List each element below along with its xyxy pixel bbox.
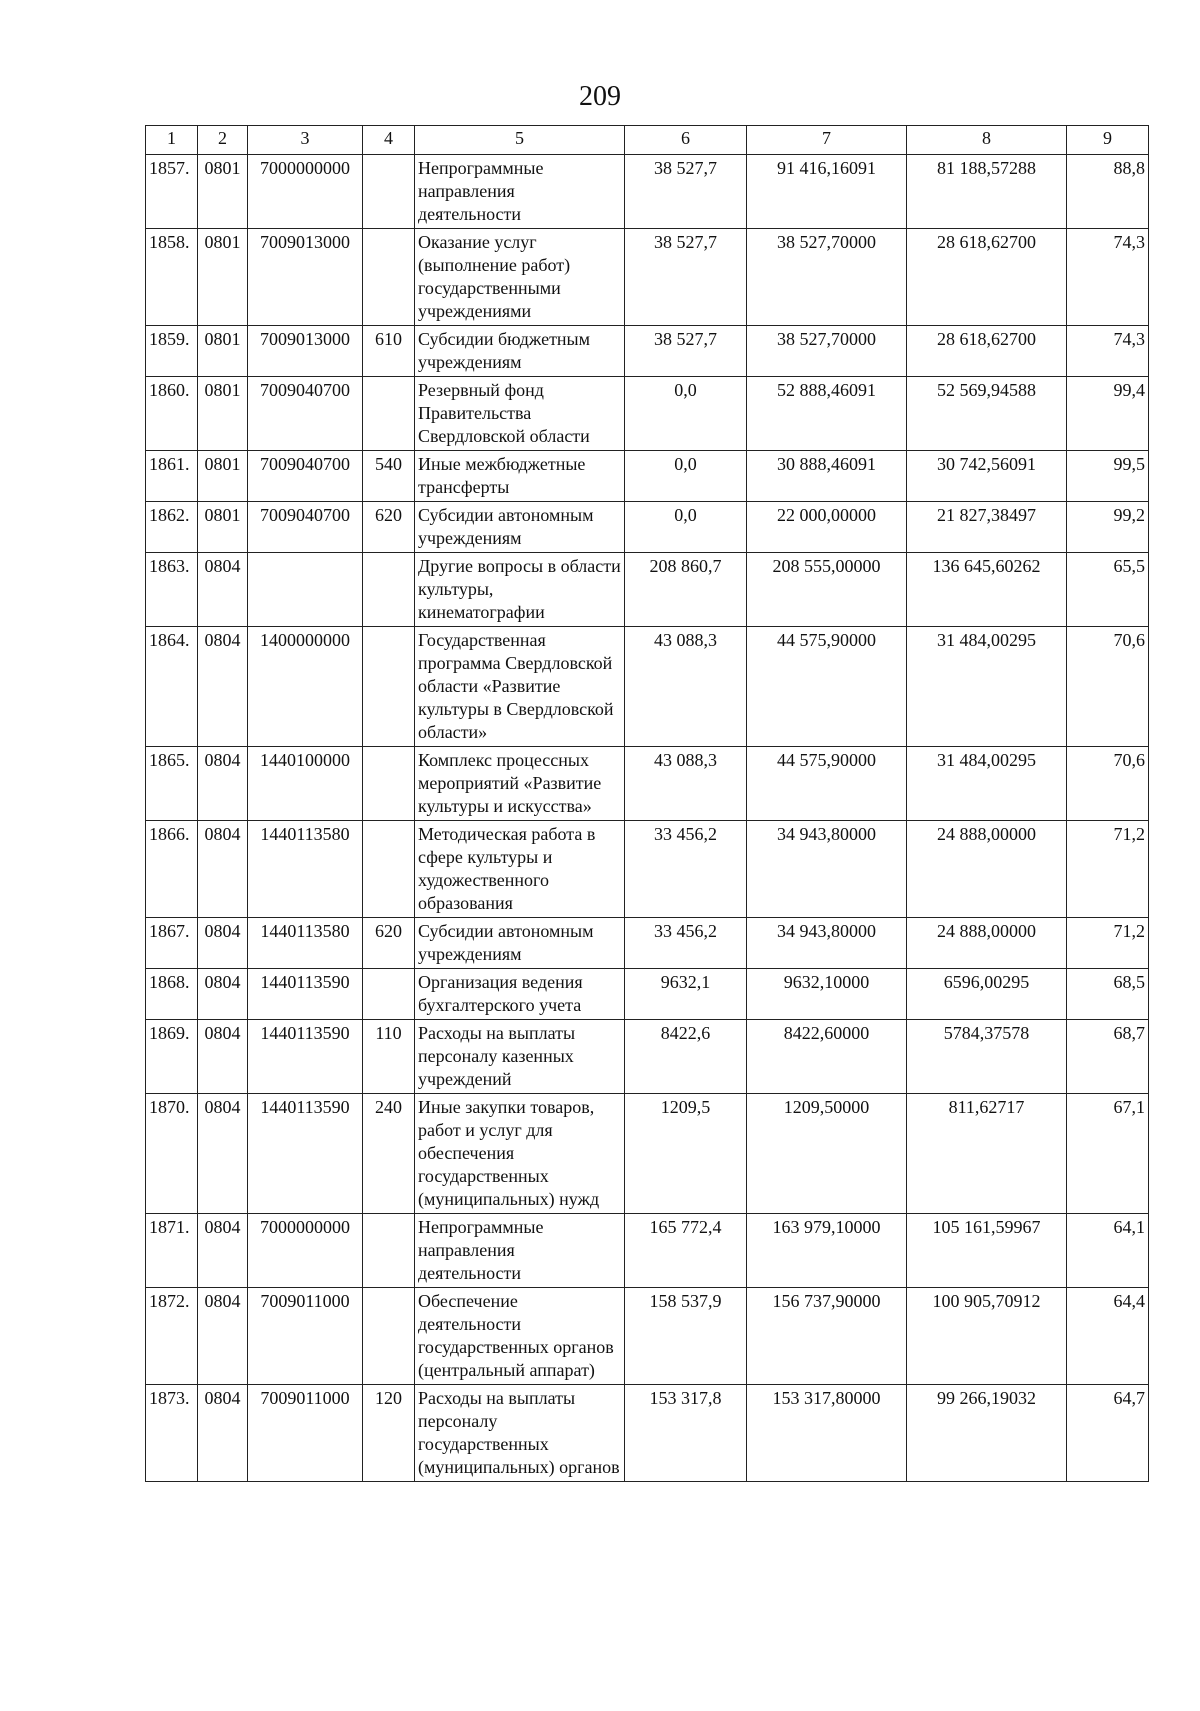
- execution-percent: 74,3: [1067, 229, 1149, 326]
- budget-list-amount: 208 555,00000: [747, 553, 907, 627]
- budget-list-amount: 44 575,90000: [747, 627, 907, 747]
- item-name: Методическая работа в сфере культуры и художественного образования: [415, 821, 625, 918]
- approved-amount: 0,0: [625, 502, 747, 553]
- target-article-code: 7009040700: [248, 377, 363, 451]
- row-number: 1858.: [146, 229, 198, 326]
- target-article-code: [248, 553, 363, 627]
- executed-amount: 105 161,59967: [907, 1214, 1067, 1288]
- execution-percent: 99,5: [1067, 451, 1149, 502]
- approved-amount: 9632,1: [625, 969, 747, 1020]
- target-article-code: 1440100000: [248, 747, 363, 821]
- target-article-code: 1440113580: [248, 918, 363, 969]
- approved-amount: 33 456,2: [625, 918, 747, 969]
- execution-percent: 64,7: [1067, 1385, 1149, 1482]
- target-article-code: 7009013000: [248, 326, 363, 377]
- section-code: 0804: [198, 1288, 248, 1385]
- execution-percent: 71,2: [1067, 821, 1149, 918]
- budget-list-amount: 91 416,16091: [747, 155, 907, 229]
- budget-list-amount: 22 000,00000: [747, 502, 907, 553]
- expense-type-code: 620: [363, 502, 415, 553]
- execution-percent: 71,2: [1067, 918, 1149, 969]
- executed-amount: 21 827,38497: [907, 502, 1067, 553]
- executed-amount: 31 484,00295: [907, 627, 1067, 747]
- execution-percent: 68,7: [1067, 1020, 1149, 1094]
- item-name: Оказание услуг (выполнение работ) государственными учреждениями: [415, 229, 625, 326]
- expense-type-code: [363, 821, 415, 918]
- approved-amount: 38 527,7: [625, 155, 747, 229]
- table-row: [146, 155, 1149, 229]
- table-row: [146, 451, 1149, 502]
- header-cell-7: 7: [747, 126, 907, 155]
- executed-amount: 31 484,00295: [907, 747, 1067, 821]
- target-article-code: 7009011000: [248, 1288, 363, 1385]
- executed-amount: 136 645,60262: [907, 553, 1067, 627]
- approved-amount: 0,0: [625, 451, 747, 502]
- budget-table: [145, 125, 1149, 1482]
- row-number: 1867.: [146, 918, 198, 969]
- expense-type-code: [363, 627, 415, 747]
- approved-amount: 158 537,9: [625, 1288, 747, 1385]
- approved-amount: 43 088,3: [625, 747, 747, 821]
- budget-list-amount: 34 943,80000: [747, 821, 907, 918]
- target-article-code: 1440113590: [248, 1094, 363, 1214]
- item-name: Государственная программа Свердловской области «Развитие культуры в Свердловской области»: [415, 627, 625, 747]
- budget-list-amount: 38 527,70000: [747, 326, 907, 377]
- execution-percent: 99,4: [1067, 377, 1149, 451]
- row-number: 1872.: [146, 1288, 198, 1385]
- approved-amount: 8422,6: [625, 1020, 747, 1094]
- execution-percent: 70,6: [1067, 747, 1149, 821]
- item-name: Субсидии автономным учреждениям: [415, 918, 625, 969]
- execution-percent: 64,1: [1067, 1214, 1149, 1288]
- budget-list-amount: 1209,50000: [747, 1094, 907, 1214]
- section-code: 0804: [198, 1214, 248, 1288]
- executed-amount: 24 888,00000: [907, 918, 1067, 969]
- row-number: 1868.: [146, 969, 198, 1020]
- executed-amount: 28 618,62700: [907, 229, 1067, 326]
- row-number: 1871.: [146, 1214, 198, 1288]
- row-number: 1861.: [146, 451, 198, 502]
- item-name: Субсидии автономным учреждениям: [415, 502, 625, 553]
- budget-list-amount: 153 317,80000: [747, 1385, 907, 1482]
- header-cell-1: 1: [146, 126, 198, 155]
- executed-amount: 811,62717: [907, 1094, 1067, 1214]
- budget-list-amount: 9632,10000: [747, 969, 907, 1020]
- target-article-code: 1440113590: [248, 969, 363, 1020]
- executed-amount: 5784,37578: [907, 1020, 1067, 1094]
- executed-amount: 24 888,00000: [907, 821, 1067, 918]
- expense-type-code: [363, 1214, 415, 1288]
- executed-amount: 30 742,56091: [907, 451, 1067, 502]
- section-code: 0804: [198, 747, 248, 821]
- expense-type-code: 240: [363, 1094, 415, 1214]
- expense-type-code: 540: [363, 451, 415, 502]
- section-code: 0804: [198, 553, 248, 627]
- item-name: Расходы на выплаты персоналу казенных учреждений: [415, 1020, 625, 1094]
- approved-amount: 208 860,7: [625, 553, 747, 627]
- item-name: Непрограммные направления деятельности: [415, 1214, 625, 1288]
- table-row: [146, 918, 1149, 969]
- execution-percent: 70,6: [1067, 627, 1149, 747]
- expense-type-code: 610: [363, 326, 415, 377]
- row-number: 1873.: [146, 1385, 198, 1482]
- row-number: 1863.: [146, 553, 198, 627]
- section-code: 0801: [198, 229, 248, 326]
- item-name: Иные закупки товаров, работ и услуг для обеспечения государственных (муниципальных) нужд: [415, 1094, 625, 1214]
- budget-list-amount: 34 943,80000: [747, 918, 907, 969]
- approved-amount: 38 527,7: [625, 326, 747, 377]
- row-number: 1862.: [146, 502, 198, 553]
- table-row: [146, 627, 1149, 747]
- row-number: 1859.: [146, 326, 198, 377]
- header-cell-3: 3: [248, 126, 363, 155]
- target-article-code: 7000000000: [248, 155, 363, 229]
- target-article-code: 1440113590: [248, 1020, 363, 1094]
- approved-amount: 43 088,3: [625, 627, 747, 747]
- table-row: [146, 1094, 1149, 1214]
- target-article-code: 7009013000: [248, 229, 363, 326]
- section-code: 0804: [198, 969, 248, 1020]
- table-row: [146, 1020, 1149, 1094]
- expense-type-code: [363, 377, 415, 451]
- execution-percent: 64,4: [1067, 1288, 1149, 1385]
- approved-amount: 38 527,7: [625, 229, 747, 326]
- item-name: Расходы на выплаты персоналу государственных (муниципальных) органов: [415, 1385, 625, 1482]
- expense-type-code: 120: [363, 1385, 415, 1482]
- execution-percent: 88,8: [1067, 155, 1149, 229]
- target-article-code: 7009040700: [248, 502, 363, 553]
- executed-amount: 99 266,19032: [907, 1385, 1067, 1482]
- item-name: Организация ведения бухгалтерского учета: [415, 969, 625, 1020]
- table-row: [146, 326, 1149, 377]
- expense-type-code: 110: [363, 1020, 415, 1094]
- target-article-code: 1440113580: [248, 821, 363, 918]
- expense-type-code: [363, 155, 415, 229]
- table-row: [146, 747, 1149, 821]
- item-name: Резервный фонд Правительства Свердловской области: [415, 377, 625, 451]
- approved-amount: 153 317,8: [625, 1385, 747, 1482]
- table-row: [146, 502, 1149, 553]
- row-number: 1866.: [146, 821, 198, 918]
- expense-type-code: [363, 969, 415, 1020]
- item-name: Субсидии бюджетным учреждениям: [415, 326, 625, 377]
- approved-amount: 0,0: [625, 377, 747, 451]
- executed-amount: 28 618,62700: [907, 326, 1067, 377]
- approved-amount: 1209,5: [625, 1094, 747, 1214]
- row-number: 1857.: [146, 155, 198, 229]
- item-name: Обеспечение деятельности государственных органов (центральный аппарат): [415, 1288, 625, 1385]
- executed-amount: 100 905,70912: [907, 1288, 1067, 1385]
- budget-list-amount: 163 979,10000: [747, 1214, 907, 1288]
- section-code: 0801: [198, 155, 248, 229]
- section-code: 0801: [198, 326, 248, 377]
- item-name: Иные межбюджетные трансферты: [415, 451, 625, 502]
- table-row: [146, 377, 1149, 451]
- table-row: [146, 229, 1149, 326]
- budget-list-amount: 52 888,46091: [747, 377, 907, 451]
- section-code: 0804: [198, 1094, 248, 1214]
- row-number: 1869.: [146, 1020, 198, 1094]
- executed-amount: 6596,00295: [907, 969, 1067, 1020]
- budget-list-amount: 156 737,90000: [747, 1288, 907, 1385]
- expense-type-code: [363, 747, 415, 821]
- table-row: [146, 1385, 1149, 1482]
- expense-type-code: 620: [363, 918, 415, 969]
- execution-percent: 74,3: [1067, 326, 1149, 377]
- table-row: [146, 821, 1149, 918]
- execution-percent: 68,5: [1067, 969, 1149, 1020]
- row-number: 1870.: [146, 1094, 198, 1214]
- table-header: [146, 126, 1149, 155]
- approved-amount: 165 772,4: [625, 1214, 747, 1288]
- item-name: Комплекс процессных мероприятий «Развитие культуры и искусства»: [415, 747, 625, 821]
- section-code: 0801: [198, 451, 248, 502]
- target-article-code: 7009011000: [248, 1385, 363, 1482]
- item-name: Непрограммные направления деятельности: [415, 155, 625, 229]
- budget-list-amount: 30 888,46091: [747, 451, 907, 502]
- execution-percent: 67,1: [1067, 1094, 1149, 1214]
- table-row: [146, 1288, 1149, 1385]
- target-article-code: 7009040700: [248, 451, 363, 502]
- section-code: 0804: [198, 1385, 248, 1482]
- section-code: 0804: [198, 1020, 248, 1094]
- item-name: Другие вопросы в области культуры, кинематографии: [415, 553, 625, 627]
- page-number: 209: [579, 81, 621, 112]
- section-code: 0801: [198, 377, 248, 451]
- row-number: 1864.: [146, 627, 198, 747]
- budget-list-amount: 8422,60000: [747, 1020, 907, 1094]
- table-row: [146, 969, 1149, 1020]
- table-row: [146, 553, 1149, 627]
- section-code: 0801: [198, 502, 248, 553]
- expense-type-code: [363, 553, 415, 627]
- section-code: 0804: [198, 627, 248, 747]
- budget-list-amount: 38 527,70000: [747, 229, 907, 326]
- table-row: [146, 1214, 1149, 1288]
- header-row: [146, 126, 1149, 155]
- header-cell-5: 5: [415, 126, 625, 155]
- target-article-code: 7000000000: [248, 1214, 363, 1288]
- row-number: 1860.: [146, 377, 198, 451]
- header-cell-4: 4: [363, 126, 415, 155]
- table-body: [146, 155, 1149, 1482]
- executed-amount: 81 188,57288: [907, 155, 1067, 229]
- section-code: 0804: [198, 821, 248, 918]
- executed-amount: 52 569,94588: [907, 377, 1067, 451]
- execution-percent: 99,2: [1067, 502, 1149, 553]
- target-article-code: 1400000000: [248, 627, 363, 747]
- header-cell-8: 8: [907, 126, 1067, 155]
- expense-type-code: [363, 1288, 415, 1385]
- expense-type-code: [363, 229, 415, 326]
- header-cell-6: 6: [625, 126, 747, 155]
- section-code: 0804: [198, 918, 248, 969]
- budget-list-amount: 44 575,90000: [747, 747, 907, 821]
- approved-amount: 33 456,2: [625, 821, 747, 918]
- header-cell-9: 9: [1067, 126, 1149, 155]
- header-cell-2: 2: [198, 126, 248, 155]
- execution-percent: 65,5: [1067, 553, 1149, 627]
- row-number: 1865.: [146, 747, 198, 821]
